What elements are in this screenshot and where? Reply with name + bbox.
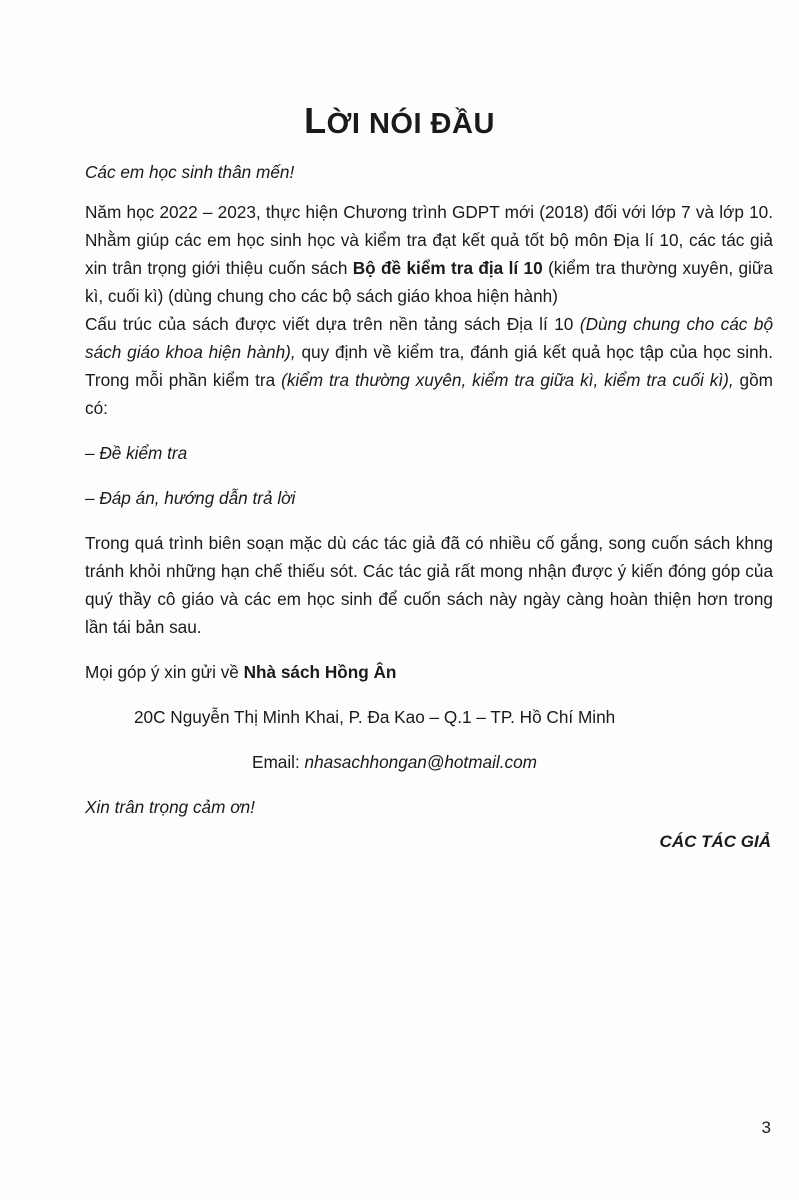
paragraph-structure [85,310,773,422]
page-title [0,100,799,142]
email-address: nhasachhongan@hotmail.com [304,752,537,772]
page-number: 3 [761,1118,771,1137]
closing-line: Xin trân trọng cảm ơn! [85,797,255,817]
paragraph-thanks: Trong quá trình biên soạn mặc dù các tác giả đã có nhiều cố gắng, song cuốn sách khng tránh khỏi những hạn chế thiếu sót. Các tác giả rất mong nhận được ý kiến đóng góp của quý thầy cô giáo và các em học sinh để cuốn sách này ngày càng hoàn thiện hơn trong lần tái bản sau. [85,533,773,637]
email-label: Email: [252,752,305,772]
contact-lead: Mọi góp ý xin gửi về [85,662,244,682]
book-title: Bộ đề kiểm tra địa lí 10 [352,258,543,278]
publisher-address: 20C Nguyễn Thị Minh Khai, P. Đa Kao – Q.1 – TP. Hồ Chí Minh [134,707,616,727]
contact-line [85,658,773,686]
list-item-dap-an: – Đáp án, hướng dẫn trả lời [85,488,296,508]
paragraph-intro [85,198,773,310]
paragraph-intro-tail: (kiểm tra thường xuyên, giữa kì, cuối kì) (dùng chung cho các bộ sách giáo khoa hiện hành) [85,258,773,306]
paragraph-intro-text: Năm học 2022 – 2023, thực hiện Chương trình GDPT mới (2018) đối với lớp 7 và lớp 10. Nhằm giúp các em học sinh học và kiểm tra đạt kết quả tốt bộ môn Địa lí 10, các tác giả xin trân trọng giới thiệu cuốn sách [85,202,773,278]
structure-text-3: gồm có: [85,370,773,418]
structure-italic-1: (Dùng chung cho các bộ sách giáo khoa hiện hành), [85,314,773,362]
email-line [85,748,773,776]
structure-text-1: Cấu trúc của sách được viết dựa trên nền tảng sách Địa lí 10 [85,314,580,334]
publisher-name: Nhà sách Hồng Ân [243,662,397,682]
title-rest: ỜI NÓI ĐẦU [326,108,495,140]
signature: CÁC TÁC GIẢ [659,832,771,851]
structure-italic-2: (kiểm tra thường xuyên, kiểm tra giữa kì, kiểm tra cuối kì), [281,370,734,390]
list-item-de-kiem-tra: – Đề kiểm tra [85,443,188,463]
title-initial: L [304,100,327,141]
greeting: Các em học sinh thân mến! [85,162,295,182]
preface-body [85,158,773,821]
structure-text-2: quy định về kiểm tra, đánh giá kết quả học tập của học sinh. Trong mỗi phần kiểm tra [85,342,773,390]
